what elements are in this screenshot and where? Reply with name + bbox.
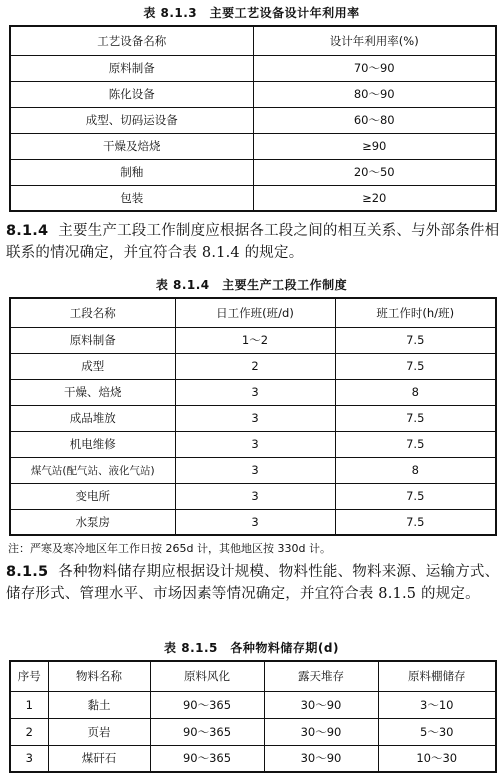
cell-shifts: 2 [175,353,335,379]
cell-hours: 7.5 [335,353,496,379]
cell-equipment: 原料制备 [10,55,253,81]
table-header-row [10,298,496,327]
cell-section: 变电所 [10,483,175,509]
cell-section: 成品堆放 [10,405,175,431]
table-row [10,483,496,509]
cell-weathering: 90～365 [150,691,264,718]
table-note: 注：严寒及寒冷地区年工作日按 265d 计，其他地区按 330d 计。 [8,542,331,555]
cell-equipment: 包装 [10,185,253,211]
cell-hours: 7.5 [335,327,496,353]
cell-section: 干燥、焙烧 [10,379,175,405]
table-8-1-5 [9,660,497,773]
cell-section: 机电维修 [10,431,175,457]
section-number: 8.1.5 [6,564,49,580]
cell-equipment: 陈化设备 [10,81,253,107]
cell-section: 水泵房 [10,509,175,535]
cell-utilization: 20～50 [253,159,496,185]
column-header-shifts: 日工作班(班/d) [175,298,335,327]
cell-open-storage: 30～90 [264,718,378,745]
paragraph-8-1-5 [6,561,500,605]
cell-shifts: 3 [175,431,335,457]
table-row [10,133,496,159]
cell-shed-storage: 3～10 [378,691,496,718]
table-8-1-4-caption: 表 8.1.4 主要生产工段工作制度 [155,278,348,292]
column-header-utilization: 设计年利用率(%) [253,26,496,55]
table-8-1-4 [9,297,497,536]
cell-equipment: 成型、切码运设备 [10,107,253,133]
column-header-shed-storage: 原料棚储存 [378,661,496,691]
paragraph-text: 各种物料储存期应根据设计规模、物料性能、物料来源、运输方式、储存形式、管理水平、市场因素等情况确定，并宜符合表 8.1.5 的规定。 [6,564,500,602]
table-row [10,745,496,772]
table-row [10,353,496,379]
table-row [10,718,496,745]
column-header-weathering: 原料风化 [150,661,264,691]
table-row [10,691,496,718]
cell-shed-storage: 5～30 [378,718,496,745]
column-header-open-storage: 露天堆存 [264,661,378,691]
cell-weathering: 90～365 [150,745,264,772]
table-8-1-3-caption: 表 8.1.3 主要工艺设备设计年利用率 [143,6,360,20]
table-row [10,379,496,405]
cell-material: 页岩 [48,718,150,745]
cell-utilization: ≥20 [253,185,496,211]
cell-open-storage: 30～90 [264,745,378,772]
cell-shed-storage: 10～30 [378,745,496,772]
cell-index: 2 [10,718,48,745]
table-8-1-5-caption: 表 8.1.5 各种物料储存期(d) [164,641,339,655]
paragraph-text: 主要生产工段工作制度应根据各工段之间的相互关系、与外部条件相联系的情况确定，并宜符合表 8.1.4 的规定。 [6,223,500,261]
cell-utilization: 80～90 [253,81,496,107]
cell-hours: 7.5 [335,509,496,535]
cell-hours: 8 [335,457,496,483]
cell-section: 原料制备 [10,327,175,353]
paragraph-8-1-4 [6,220,500,264]
table-row [10,457,496,483]
table-row [10,405,496,431]
cell-hours: 7.5 [335,483,496,509]
cell-shifts: 3 [175,509,335,535]
cell-open-storage: 30～90 [264,691,378,718]
cell-shifts: 3 [175,457,335,483]
table-row [10,81,496,107]
table-8-1-3 [9,25,497,212]
cell-index: 3 [10,745,48,772]
column-header-equipment: 工艺设备名称 [10,26,253,55]
cell-shifts: 3 [175,379,335,405]
cell-section: 煤气站(配气站、液化气站) [10,457,175,483]
cell-utilization: 70～90 [253,55,496,81]
cell-section: 成型 [10,353,175,379]
table-row [10,431,496,457]
cell-hours: 8 [335,379,496,405]
column-header-section: 工段名称 [10,298,175,327]
column-header-hours: 班工作时(h/班) [335,298,496,327]
table-row [10,185,496,211]
cell-weathering: 90～365 [150,718,264,745]
cell-hours: 7.5 [335,431,496,457]
table-row [10,55,496,81]
cell-equipment: 制釉 [10,159,253,185]
table-header-row [10,26,496,55]
cell-utilization: ≥90 [253,133,496,159]
column-header-material: 物料名称 [48,661,150,691]
table-header-row [10,661,496,691]
table-row [10,107,496,133]
cell-utilization: 60～80 [253,107,496,133]
cell-index: 1 [10,691,48,718]
table-row [10,327,496,353]
column-header-index: 序号 [10,661,48,691]
cell-shifts: 3 [175,483,335,509]
cell-shifts: 3 [175,405,335,431]
cell-hours: 7.5 [335,405,496,431]
table-row [10,159,496,185]
section-number: 8.1.4 [6,223,49,239]
cell-material: 黏土 [48,691,150,718]
cell-equipment: 干燥及焙烧 [10,133,253,159]
table-row [10,509,496,535]
cell-shifts: 1～2 [175,327,335,353]
cell-material: 煤矸石 [48,745,150,772]
